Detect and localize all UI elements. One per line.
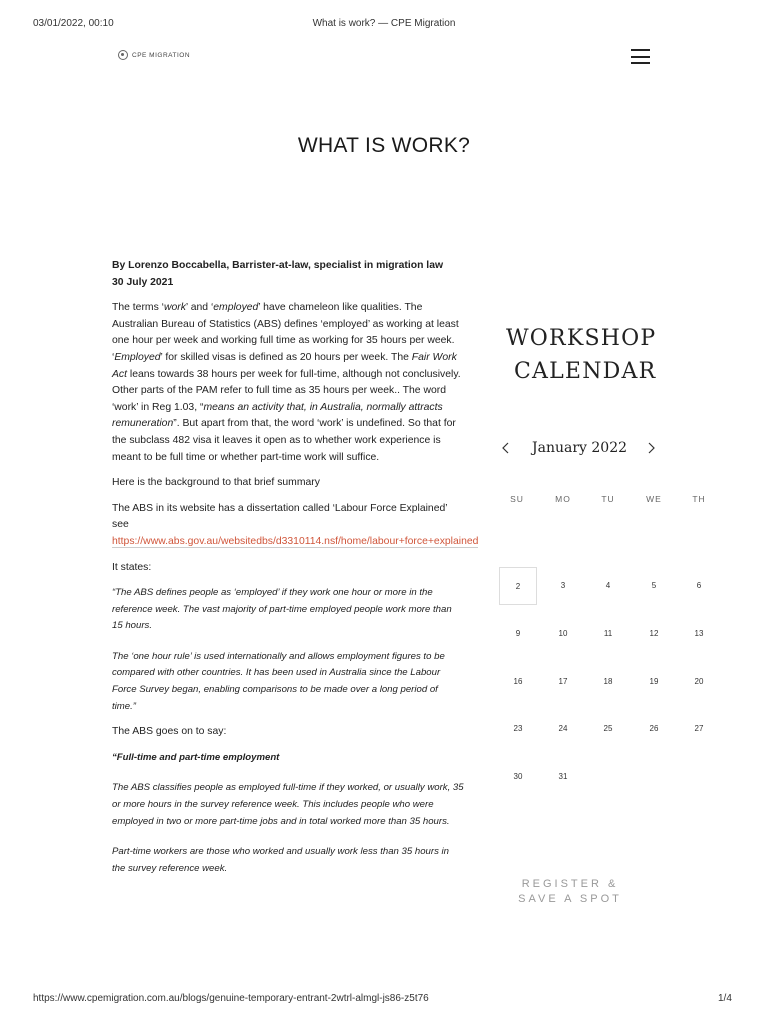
calendar-day[interactable]: 20 <box>694 677 704 686</box>
weekday-th: TH <box>692 494 706 504</box>
weekday-mo: MO <box>555 494 571 504</box>
quote-paragraph-1: “The ABS defines people as ‘employed’ if they work one hour or more in the reference week. The vast majority of part-time employed people work more than 15 hours. <box>112 587 452 632</box>
logo-text: CPE MIGRATION <box>132 51 191 59</box>
article-paragraph-2: Here is the background to that brief summary <box>112 477 320 489</box>
calendar-nav <box>500 440 660 456</box>
quote-paragraph-4: Part-time workers are those who worked and usually work less than 35 hours in the survey reference week. <box>112 846 450 874</box>
quote-paragraph-3: The ABS classifies people as employed full-time if they worked, or usually work, 35 or more hours in the survey reference week. This includes people who were employed in two or more part-time jobs and in total worked more than 35 hours. <box>112 782 464 827</box>
calendar-day[interactable]: 12 <box>649 629 659 638</box>
calendar-day[interactable]: 30 <box>513 772 523 781</box>
calendar-month: January 2022 <box>532 440 628 456</box>
calendar-day[interactable]: 16 <box>513 677 523 686</box>
calendar-day[interactable]: 19 <box>649 677 659 686</box>
register-button[interactable]: REGISTER & SAVE A SPOT <box>518 878 622 905</box>
print-page-number: 1/4 <box>718 993 732 1004</box>
calendar-day[interactable]: 27 <box>694 724 704 733</box>
calendar-day[interactable]: 31 <box>558 772 568 781</box>
weekday-tu: TU <box>601 494 615 504</box>
page-title: WHAT IS WORK? <box>297 134 471 157</box>
calendar-day[interactable]: 26 <box>649 724 659 733</box>
article-body <box>112 258 479 886</box>
calendar-day[interactable]: 13 <box>694 629 704 638</box>
calendar-day[interactable]: 3 <box>560 581 566 590</box>
weekday-we: WE <box>646 494 662 504</box>
article-paragraph-1: The terms ‘work’ and ‘employed’ have chameleon like qualities. The Australian Bureau of Statistics (ABS) defines ‘employed’ as working at least one hour per week and working full time as working for 35 hours per week. ‘Employed’ for skilled visas is defined as 20 hours per week. The Fair Work Act leans towards 38 hours per week for full-time, although not conclusively. Other parts of the PAM refer to full time as 35 hours per week.. The word ‘work’ in Reg 1.03, “means an activity that, in Australia, normally attracts remuneration”. But apart from that, the word ‘work’ is undefined. So that for the subclass 482 visa it leaves it open as to whether work experience is meant to be full time or whether part-time work will suffice. <box>112 302 461 463</box>
quote-heading: “Full-time and part-time employment <box>112 751 280 763</box>
article-paragraph-3: The ABS in its website has a dissertation called ‘Labour Force Explained’ see https://www.abs.gov.au/websitedbs/d3310114.nsf/home/labour+force+explained <box>112 502 479 547</box>
calendar-day[interactable]: 23 <box>513 724 523 733</box>
print-datetime: 03/01/2022, 00:10 <box>33 18 114 29</box>
byline-author: By Lorenzo Boccabella, Barrister-at-law, specialist in migration law <box>112 260 444 271</box>
print-url: https://www.cpemigration.com.au/blogs/genuine-temporary-entrant-2wtrl-almgl-js86-z5t76 <box>33 993 429 1004</box>
calendar-day[interactable]: 17 <box>558 677 568 686</box>
article-byline <box>112 258 464 291</box>
site-logo[interactable] <box>118 50 190 60</box>
calendar-day[interactable]: 11 <box>603 629 613 638</box>
chevron-left-icon[interactable] <box>500 442 512 454</box>
logo-mark-icon <box>118 50 128 60</box>
calendar-day[interactable]: 25 <box>603 724 613 733</box>
abs-link[interactable]: https://www.abs.gov.au/websitedbs/d3310114.nsf/home/labour+force+explained <box>112 535 479 547</box>
calendar-day[interactable]: 4 <box>605 581 611 590</box>
print-page-title: What is work? — CPE Migration <box>312 18 456 29</box>
quote-paragraph-2: The ‘one hour rule’ is used internationally and allows employment figures to be compared with other countries. It has been used in Australia since the Labour Force Survey began, enabling comparisons to be made over a long period of time.” <box>112 650 445 712</box>
calendar-day[interactable]: 24 <box>558 724 568 733</box>
article-paragraph-5: The ABS goes on to say: <box>112 726 227 738</box>
calendar-day[interactable]: 18 <box>603 677 613 686</box>
chevron-right-icon[interactable] <box>645 442 657 454</box>
article-paragraph-4: It states: <box>112 561 152 573</box>
calendar-day[interactable]: 6 <box>696 581 702 590</box>
calendar-day[interactable]: 9 <box>515 629 521 638</box>
calendar-day[interactable]: 10 <box>558 629 568 638</box>
calendar-title: WORKSHOP CALENDAR <box>506 326 657 384</box>
calendar-day[interactable]: 5 <box>651 581 657 590</box>
byline-date: 30 July 2021 <box>112 276 174 288</box>
calendar-day-today[interactable]: 2 <box>499 567 537 605</box>
weekday-su: SU <box>510 494 524 504</box>
hamburger-menu-icon[interactable] <box>631 49 650 64</box>
